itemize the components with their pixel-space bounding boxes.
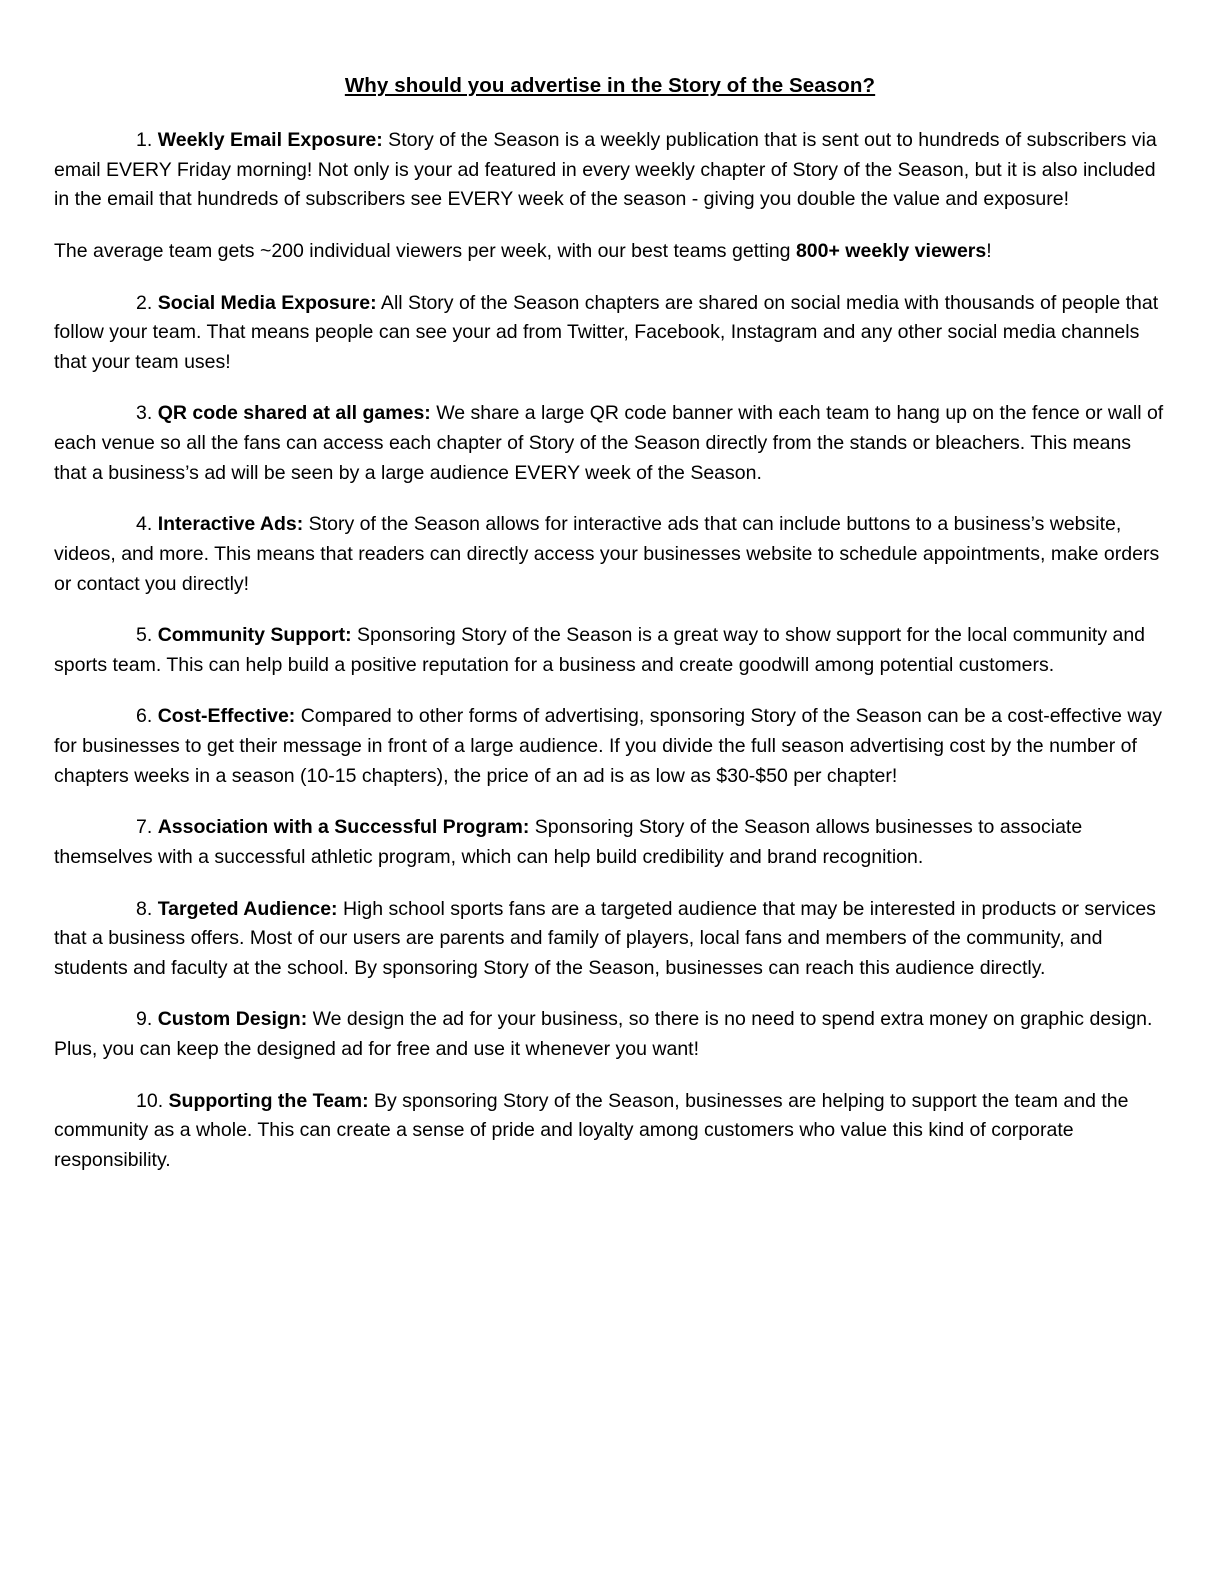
list-number-3: 3. [136,402,158,425]
body-item-10: By sponsoring Story of the Season, businesses are helping to support the team and the community as a whole. This can create a sense of pride and loyalty among customers who value this kind of corporate responsibility. [54,1089,1129,1171]
list-number-10: 10. [136,1089,169,1112]
list-number-6: 6. [136,705,158,728]
paragraph-item-3 [54,399,1166,488]
paragraph-item-2 [54,289,1166,378]
stats-highlight: 800+ weekly viewers [795,239,987,262]
heading-qr-code-shared: QR code shared at all games: [157,402,431,425]
heading-social-media-exposure: Social Media Exposure: [157,291,377,314]
list-number-7: 7. [136,816,158,839]
paragraph-item-5 [54,621,1166,680]
stats-text-post: ! [986,239,992,262]
body-item-6: Compared to other forms of advertising, sponsoring Story of the Season can be a cost-effective way for businesses to get their message in front of a large audience. If you divide the full season advertising cost by the number of chapters weeks in a season (10-15 chapters), the price of an ad is as low as $30-$50 per chapter! [54,705,1163,787]
heading-cost-effective: Cost-Effective: [157,705,296,728]
list-number-8: 8. [136,897,158,920]
paragraph-item-7 [54,813,1166,872]
body-item-2: All Story of the Season chapters are shared on social media with thousands of people that follow your team. That means people can see your ad from Twitter, Facebook, Instagram and any other social media channels that your team uses! [54,291,1159,373]
paragraph-item-10 [54,1087,1166,1176]
heading-community-support: Community Support: [157,624,352,647]
body-item-4: Story of the Season allows for interactive ads that can include buttons to a business’s website, videos, and more. This means that readers can directly access your businesses website to schedule appointments, make orders or contact you directly! [54,513,1160,595]
stats-text-pre: The average team gets ~200 individual viewers per week, with our best teams getting [54,239,796,262]
page-title: Why should you advertise in the Story of the Season? [344,74,876,97]
body-item-8: High school sports fans are a targeted audience that may be interested in products or services that a business offers. Most of our users are parents and family of players, local fans and members of the community, and students and faculty at the school. By sponsoring Story of the Season, businesses can reach this audience directly. [54,897,1156,979]
heading-association-successful-program: Association with a Successful Program: [157,816,530,839]
body-item-3: We share a large QR code banner with each team to hang up on the fence or wall of each venue so all the fans can access each chapter of Story of the Season directly from the stands or bleachers. This means that a business’s ad will be seen by a large audience EVERY week of the Season. [54,402,1164,484]
heading-interactive-ads: Interactive Ads: [157,513,304,536]
list-number-9: 9. [136,1008,158,1031]
paragraph-average-team-stats [54,237,1166,267]
paragraph-item-8 [54,895,1166,984]
heading-custom-design: Custom Design: [157,1008,308,1031]
list-number-1: 1. [136,129,158,151]
list-number-2: 2. [136,291,158,314]
paragraph-item-1 [54,126,1166,215]
body-item-9: We design the ad for your business, so there is no need to spend extra money on graphic design. Plus, you can keep the designed ad for free and use it whenever you want! [54,1008,1153,1060]
body-item-5: Sponsoring Story of the Season is a great way to show support for the local community and sports team. This can help build a positive reputation for a business and create goodwill among potential customers. [54,624,1146,676]
heading-supporting-the-team: Supporting the Team: [168,1089,369,1112]
paragraph-item-6 [54,702,1166,791]
list-number-4: 4. [136,513,158,536]
paragraph-item-4 [54,510,1166,599]
body-item-1: Story of the Season is a weekly publication that is sent out to hundreds of subscribers via email EVERY Friday morning! Not only is your ad featured in every weekly chapter of Story of the Season, but it is also included in the email that hundreds of subscribers see EVERY week of the season - giving you double the value and exposure! [54,129,1157,211]
paragraph-item-9 [54,1005,1166,1064]
list-number-5: 5. [136,624,158,647]
heading-targeted-audience: Targeted Audience: [157,897,338,920]
body-item-7: Sponsoring Story of the Season allows businesses to associate themselves with a successful athletic program, which can help build credibility and brand recognition. [54,816,1083,868]
heading-weekly-email-exposure: Weekly Email Exposure: [157,129,383,151]
